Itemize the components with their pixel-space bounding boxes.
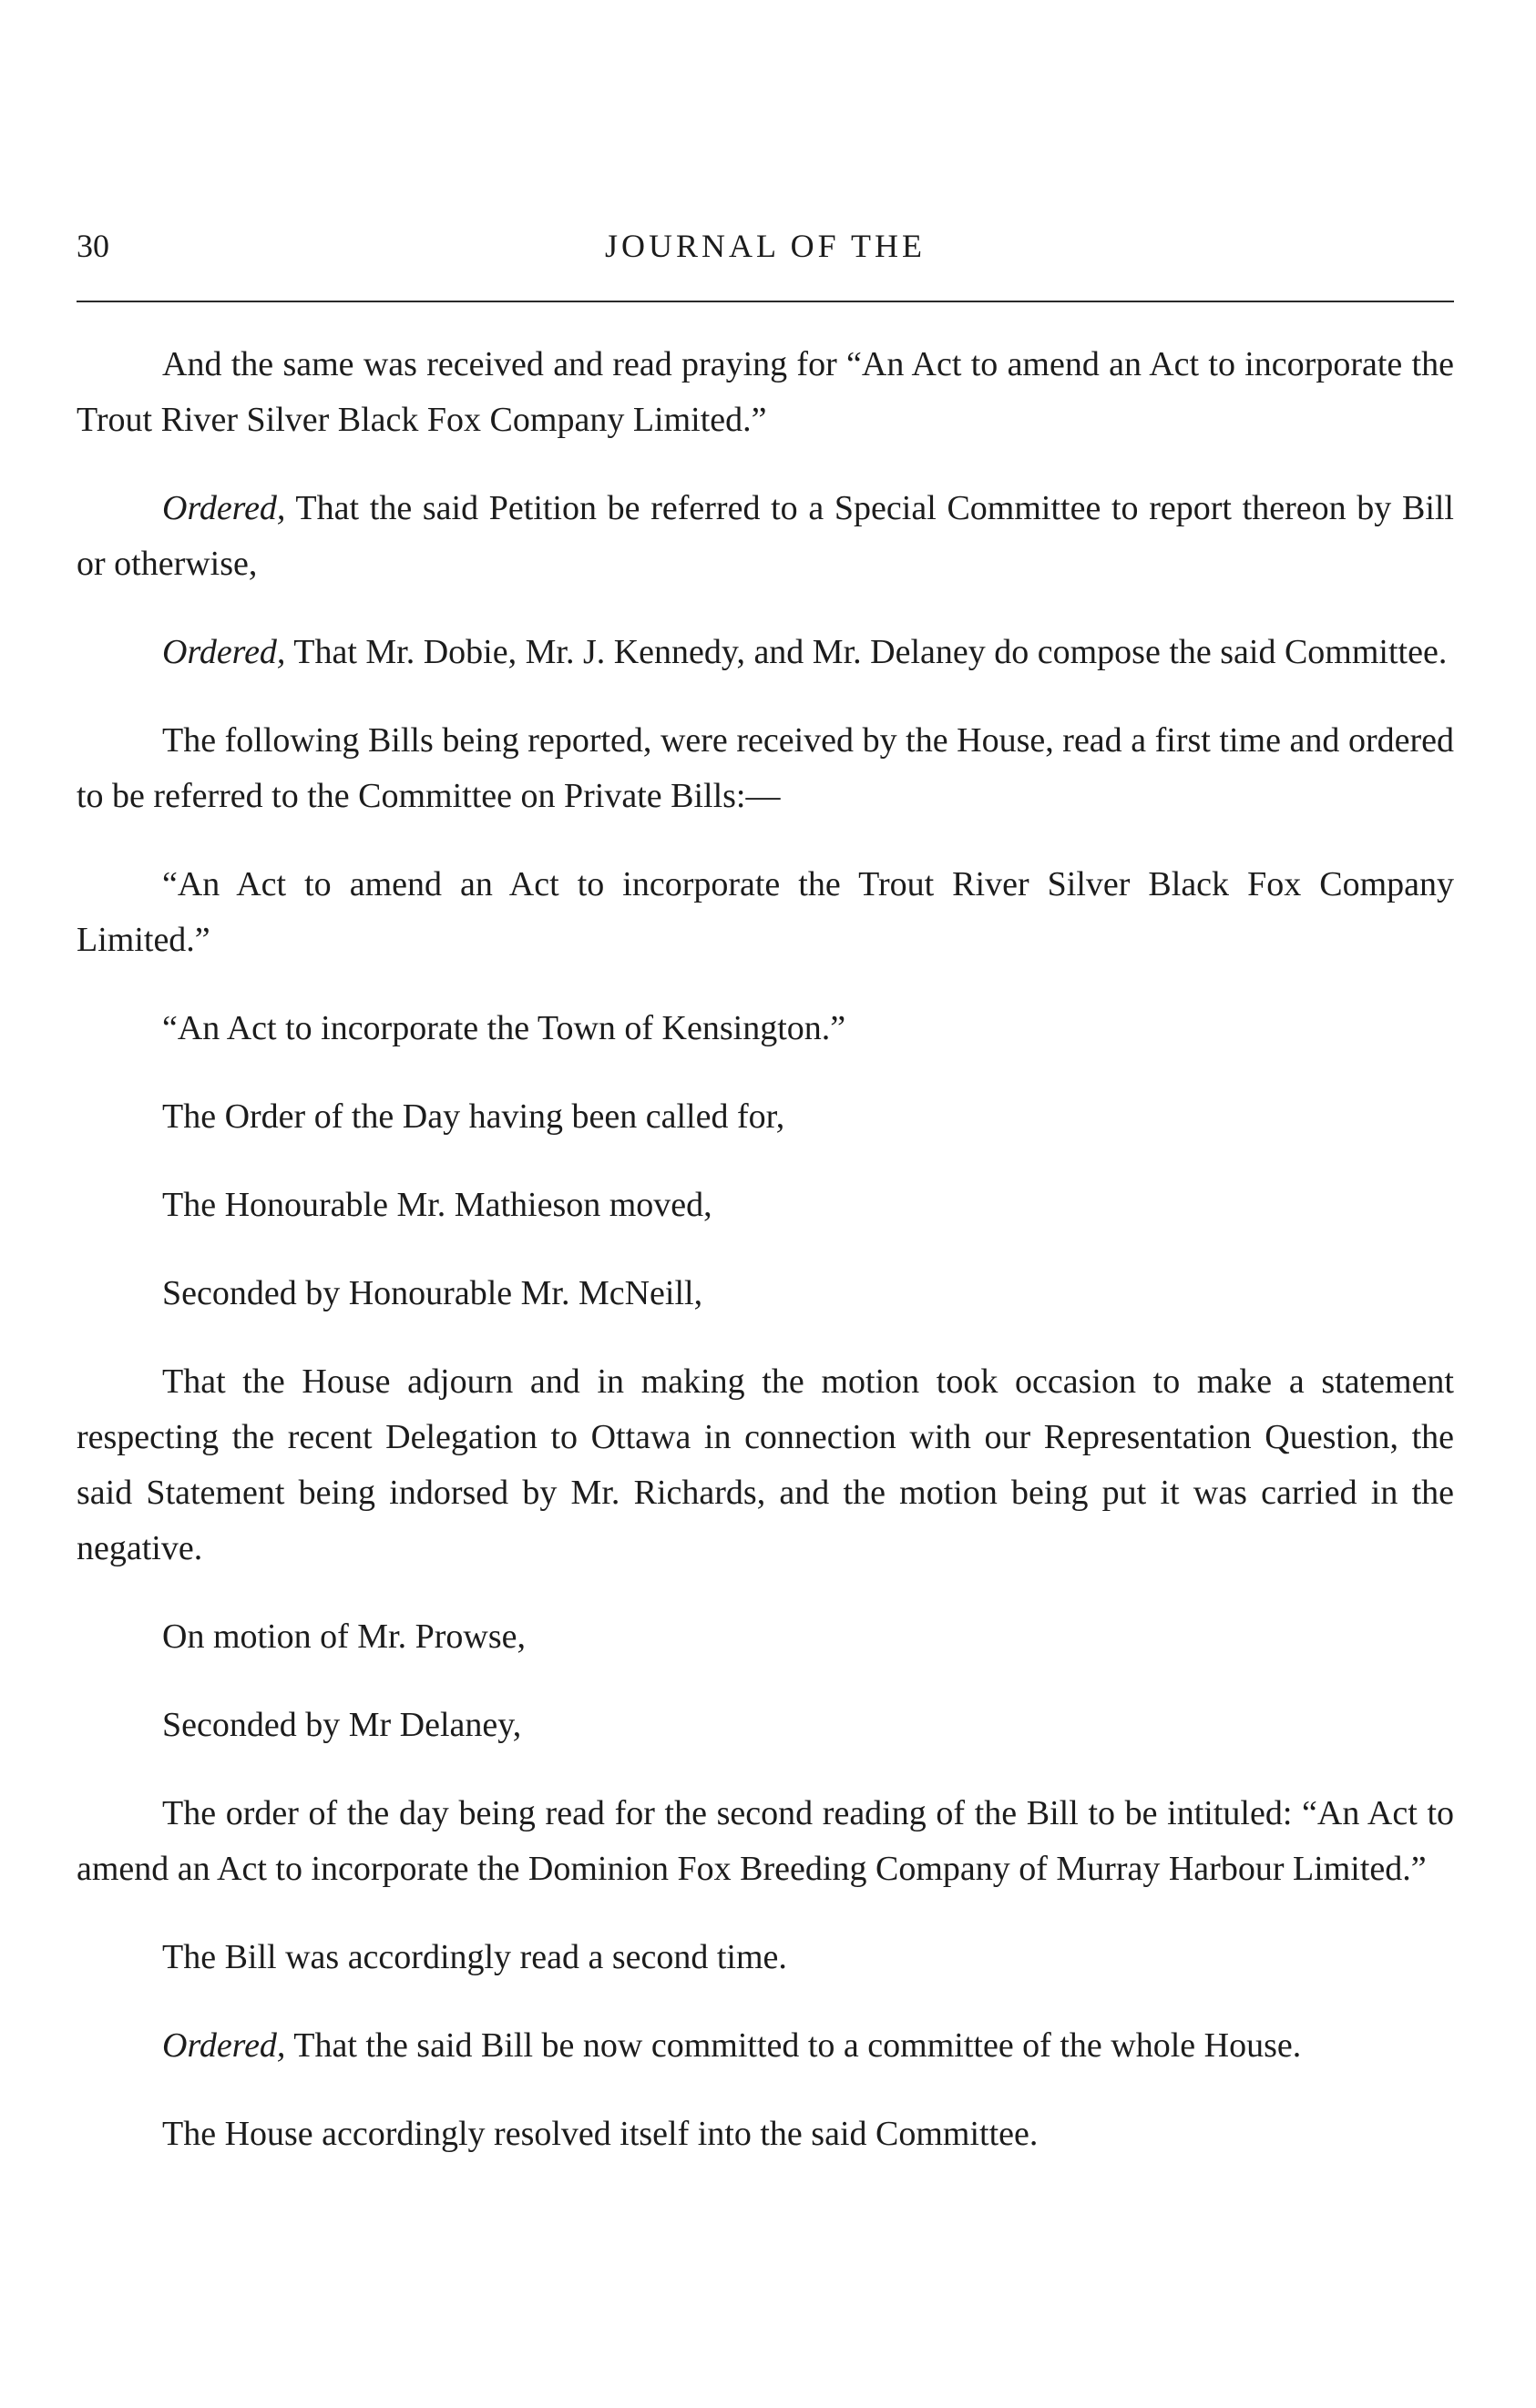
paragraph-text: The order of the day being read for the second reading of the Bill to be intituled: “An Act to amend an Act to incorporate the Dominion Fox Breeding Company of Murray Harbour Limited.” [77,1794,1454,1888]
paragraph-bill-kensington [77,1001,1454,1056]
ordered-label: Ordered, [162,2026,286,2065]
paragraph-second-reading [77,1786,1454,1897]
paragraph-text: And the same was received and read praying for “An Act to amend an Act to incorporate the Trout River Silver Black Fox Company Limited.” [77,345,1454,439]
paragraph-order-commit-bill [77,2018,1454,2074]
ordered-label: Ordered, [162,489,286,527]
page-number: 30 [77,228,109,264]
paragraph-text: The Honourable Mr. Mathieson moved, [162,1186,712,1224]
paragraph-text: That Mr. Dobie, Mr. J. Kennedy, and Mr. Delaney do compose the said Committee. [285,633,1448,671]
paragraph-mathieson-moved [77,1178,1454,1233]
paragraph-seconded-delaney [77,1698,1454,1753]
paragraph-motion-prowse [77,1609,1454,1665]
ordered-label: Ordered, [162,633,286,671]
paragraph-text: That the said Petition be referred to a Special Committee to report thereon by Bill or otherwise, [77,489,1454,583]
paragraph-text: “An Act to incorporate the Town of Kensington.” [162,1009,846,1047]
journal-title: JOURNAL OF THE [604,228,926,264]
paragraph-order-refer-petition [77,481,1454,592]
paragraph-seconded-mcneill [77,1266,1454,1321]
paragraph-bills-reported [77,713,1454,824]
paragraph-text: The Bill was accordingly read a second time. [162,1938,787,1976]
paragraph-text: That the House adjourn and in making the motion took occasion to make a statement respecting the recent Delegation to Ottawa in connection with our Representation Question, the said Statement being indorsed by Mr. Richards, and the motion being put it was carried in the negative. [77,1362,1454,1567]
paragraph-text: The House accordingly resolved itself into the said Committee. [162,2115,1039,2153]
paragraph-order-of-day [77,1089,1454,1145]
paragraph-resolved-committee [77,2107,1454,2162]
paragraph-order-committee-members [77,625,1454,680]
journal-body [77,337,1454,2195]
paragraph-text: On motion of Mr. Prowse, [162,1617,526,1656]
paragraph-petition-received [77,337,1454,448]
paragraph-text: Seconded by Mr Delaney, [162,1706,522,1744]
paragraph-text: Seconded by Honourable Mr. McNeill, [162,1274,703,1312]
header-rule [77,301,1454,302]
paragraph-adjourn-motion [77,1354,1454,1576]
paragraph-read-second-time [77,1930,1454,1985]
paragraph-bill-trout-river [77,857,1454,968]
paragraph-text: The following Bills being reported, were received by the House, read a first time and ordered to be referred to the Committee on Private Bills:— [77,721,1454,815]
running-head [77,219,1454,273]
paragraph-text: That the said Bill be now committed to a committee of the whole House. [285,2026,1302,2065]
paragraph-text: “An Act to amend an Act to incorporate the Trout River Silver Black Fox Company Limited.” [77,865,1454,959]
paragraph-text: The Order of the Day having been called for, [162,1097,785,1136]
